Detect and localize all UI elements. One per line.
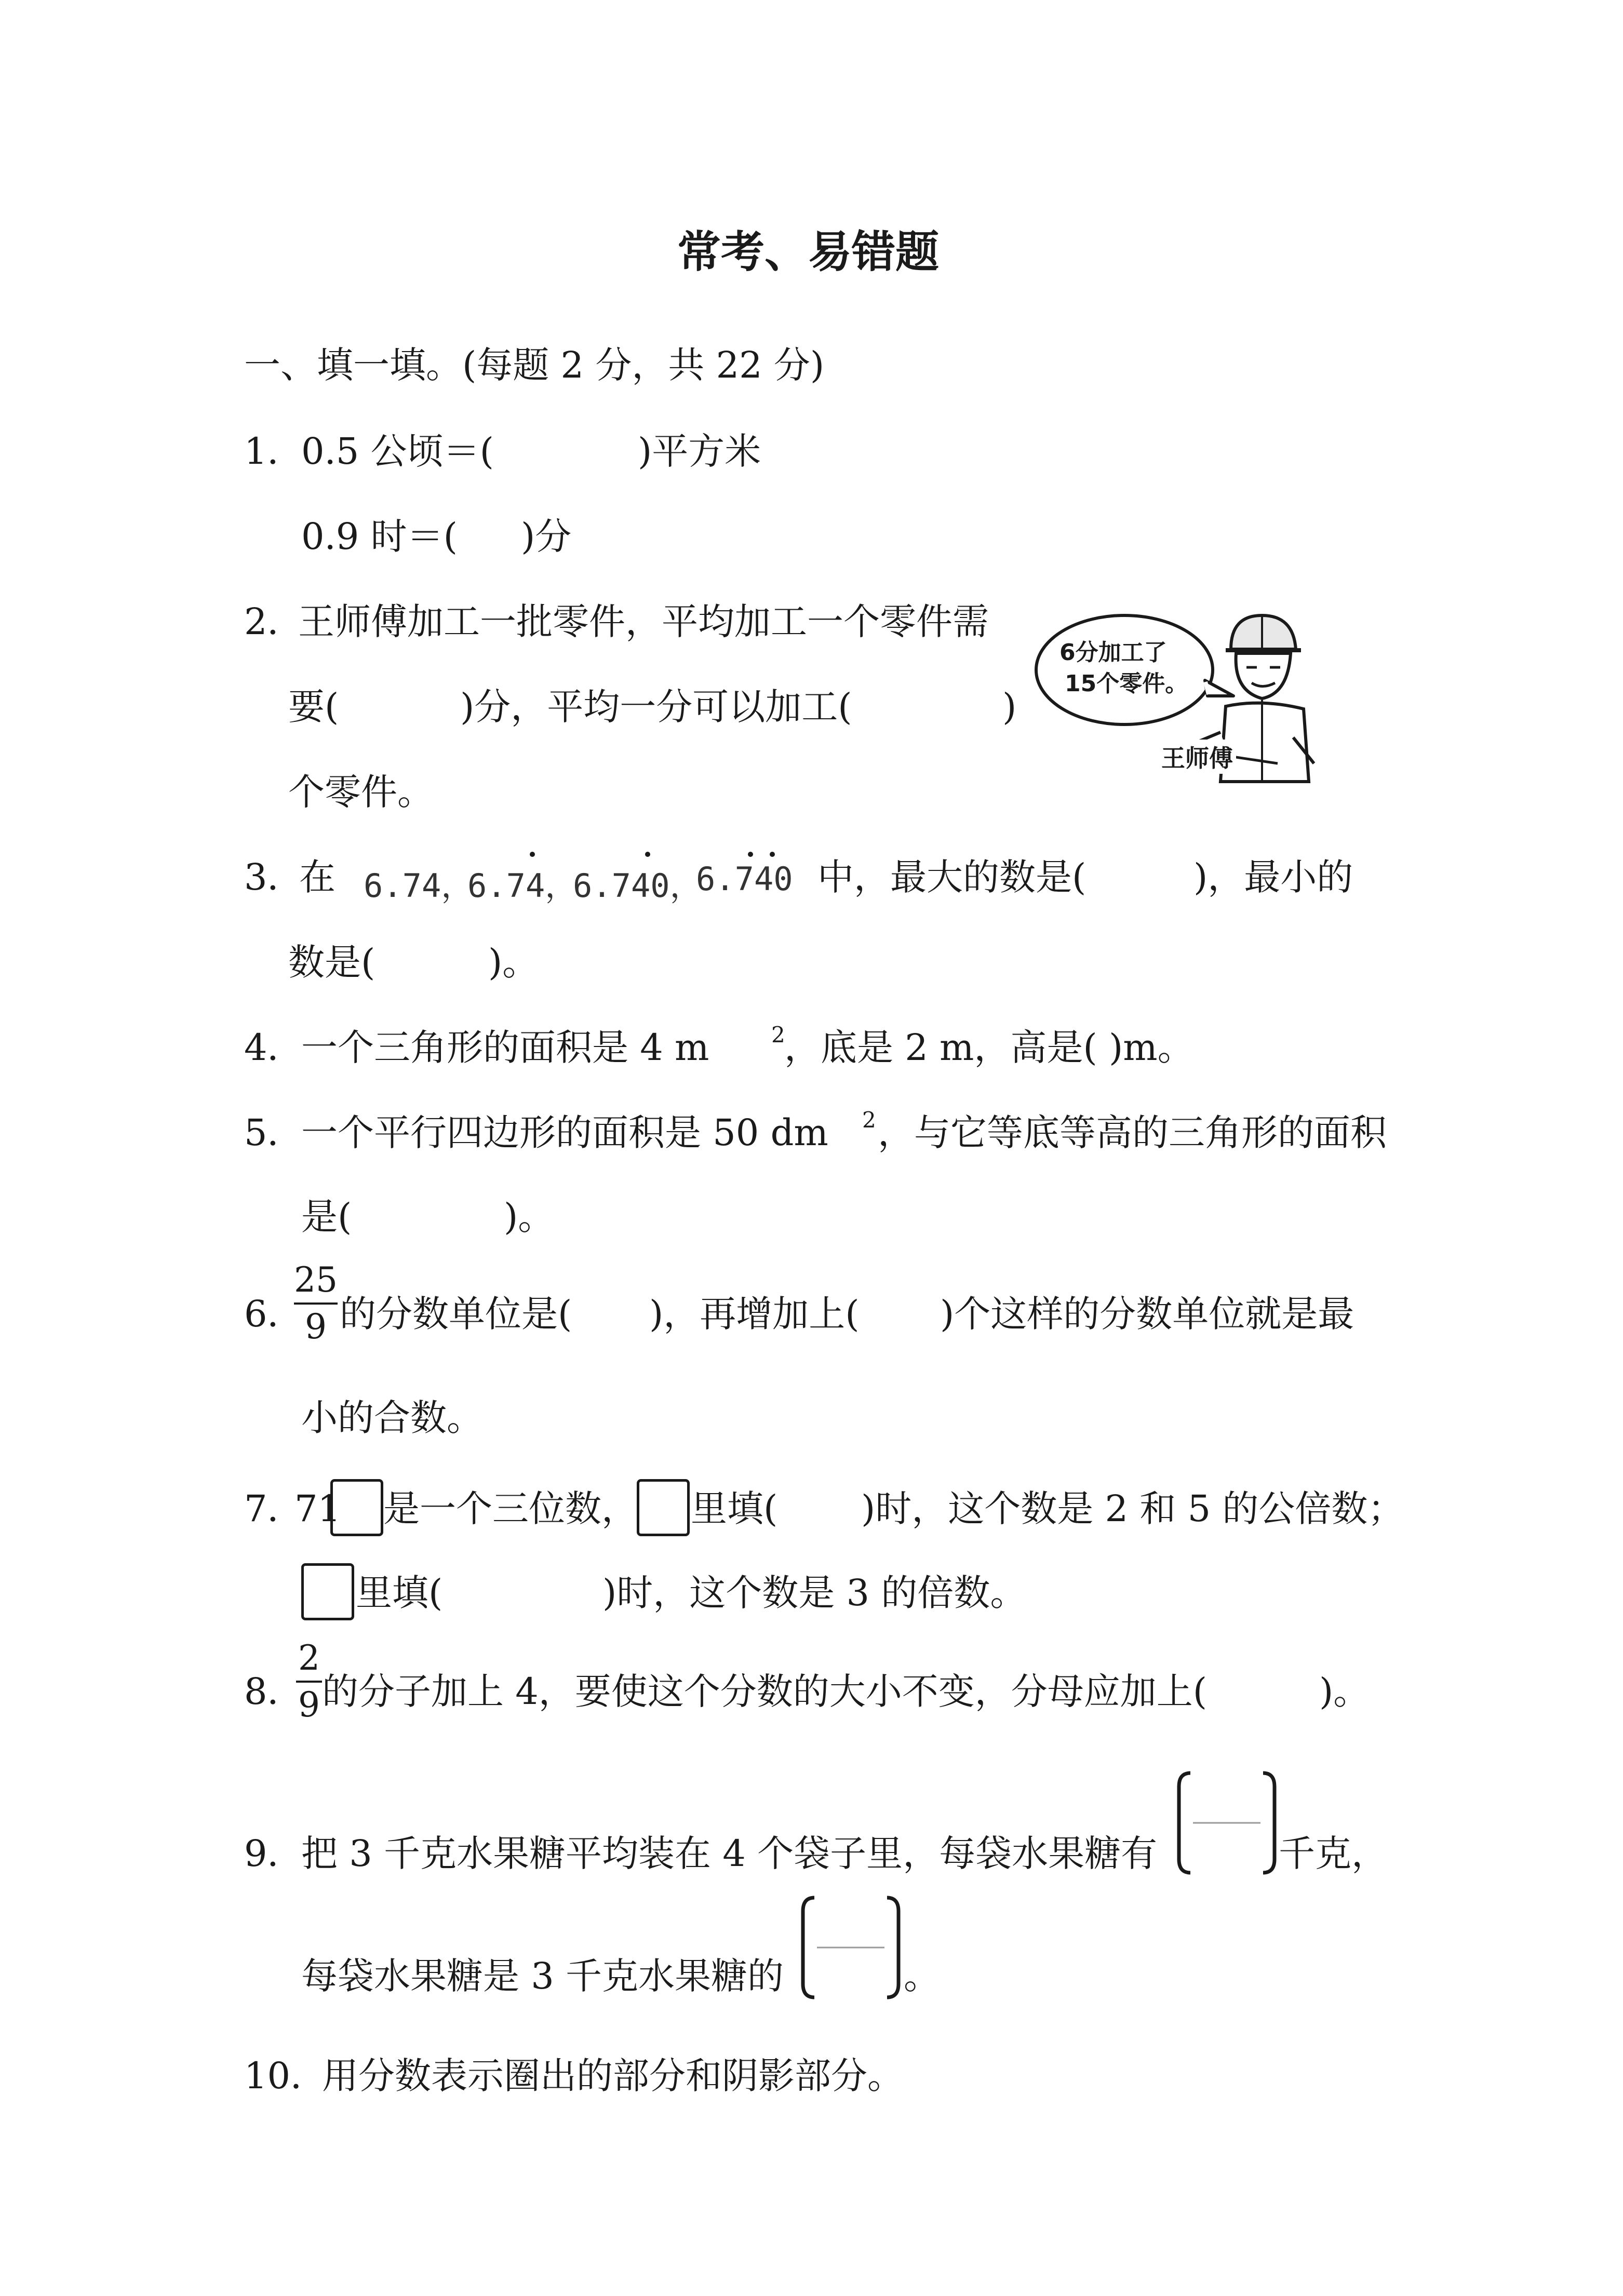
q9-line2-b: 。 bbox=[904, 1955, 940, 1997]
q3-number-2: 6.74， bbox=[467, 867, 578, 905]
question-number: 4． bbox=[244, 1026, 304, 1069]
q1-line2-unit: )分 bbox=[521, 515, 572, 558]
q6-text-a: 的分数单位是( bbox=[340, 1293, 572, 1335]
q5-line2-a: 是( bbox=[301, 1196, 352, 1238]
q7-prefix: 71 bbox=[294, 1487, 341, 1530]
q7-text-c: )时，这个数是 2 和 5 的公倍数； bbox=[861, 1487, 1404, 1530]
bubble-text-1: 6分加工了 bbox=[1059, 639, 1167, 666]
q4-superscript: 2 bbox=[771, 1022, 785, 1048]
question-number: 9． bbox=[244, 1832, 304, 1875]
q6-line2: 小的合数。 bbox=[301, 1397, 483, 1439]
q3-number-3: 6.740， bbox=[573, 867, 702, 905]
fraction-denominator: 9 bbox=[298, 1685, 320, 1725]
fraction-numerator: 2 bbox=[298, 1638, 320, 1678]
q3-line2-b: )。 bbox=[488, 941, 539, 984]
question-number: 7． bbox=[244, 1487, 304, 1530]
q7-text-a: 是一个三位数， bbox=[383, 1487, 638, 1530]
digit-box[interactable] bbox=[301, 1563, 354, 1620]
q1-line1-unit: )平方米 bbox=[638, 430, 761, 473]
q5-superscript: 2 bbox=[862, 1107, 876, 1133]
question-number: 6． bbox=[244, 1293, 304, 1335]
q4-text-b: ，底是 2 m，高是( bbox=[784, 1026, 1097, 1069]
question-number: 3． bbox=[244, 856, 304, 898]
bubble-text-2: 15个零件。 bbox=[1065, 670, 1188, 697]
q3-text-c: )，最小的 bbox=[1193, 856, 1353, 898]
fraction-answer-blank[interactable] bbox=[1175, 1771, 1279, 1875]
fraction-2-9 bbox=[296, 1638, 322, 1725]
q9-line2-a: 每袋水果糖是 3 千克水果糖的 bbox=[301, 1955, 784, 1997]
q2-line2-b: )分，平均一分可以加工( bbox=[460, 686, 852, 728]
hard-hat-icon bbox=[1231, 615, 1296, 649]
q2-line3: 个零件。 bbox=[288, 771, 434, 813]
q3-number-4: 6.740 bbox=[696, 860, 793, 898]
fraction-answer-blank[interactable] bbox=[799, 1896, 903, 1999]
q7-line2-b: )时，这个数是 3 的倍数。 bbox=[602, 1572, 1027, 1614]
q1-line2-text: 0.9 时＝( bbox=[301, 515, 458, 558]
q1-line1-text: 0.5 公顷＝( bbox=[301, 430, 494, 473]
question-number: 8． bbox=[244, 1670, 304, 1713]
fraction-numerator: 25 bbox=[294, 1260, 338, 1300]
q4-text-c: )m。 bbox=[1109, 1026, 1194, 1069]
worker-face bbox=[1236, 653, 1291, 699]
q9-text-b: 千克， bbox=[1279, 1832, 1388, 1875]
q3-text-a: 在 bbox=[299, 856, 336, 898]
q2-line2-a: 要( bbox=[288, 686, 339, 728]
q8-text-b: )。 bbox=[1319, 1670, 1370, 1713]
q5-text-a: 一个平行四边形的面积是 50 dm bbox=[301, 1111, 828, 1154]
digit-box[interactable] bbox=[330, 1479, 383, 1536]
repeat-dot bbox=[770, 852, 775, 857]
q10-text: 用分数表示圈出的部分和阴影部分。 bbox=[322, 2055, 904, 2097]
q5-line2-b: )。 bbox=[504, 1196, 555, 1238]
q8-text-a: 的分子加上 4，要使这个分数的大小不变，分母应加上( bbox=[322, 1670, 1208, 1713]
question-number: 1． bbox=[244, 430, 304, 473]
q3-text-b: 中，最大的数是( bbox=[817, 856, 1087, 898]
q7-line2-a: 里填( bbox=[356, 1572, 443, 1614]
digit-box[interactable] bbox=[637, 1479, 690, 1536]
repeat-dot bbox=[530, 852, 535, 857]
fraction-25-9 bbox=[294, 1260, 338, 1347]
question-number: 2． bbox=[244, 600, 304, 643]
worker-caption: 王师傅 bbox=[1158, 740, 1236, 774]
repeat-dot bbox=[748, 852, 753, 857]
q7-text-b: 里填( bbox=[691, 1487, 778, 1530]
q2-line2-c: ) bbox=[1002, 686, 1017, 728]
fraction-denominator: 9 bbox=[305, 1307, 327, 1347]
q3-line2-a: 数是( bbox=[288, 941, 375, 984]
q9-text-a: 把 3 千克水果糖平均装在 4 个袋子里，每袋水果糖有 bbox=[301, 1832, 1158, 1875]
section-heading: 一、填一填。(每题 2 分，共 22 分) bbox=[244, 344, 825, 386]
q6-text-c: )个这样的分数单位就是最 bbox=[940, 1293, 1354, 1335]
q3-number-1: 6.74， bbox=[364, 867, 474, 905]
question-number: 5． bbox=[244, 1111, 304, 1154]
page-title: 常考、易错题 bbox=[677, 226, 940, 277]
question-number: 10． bbox=[244, 2055, 327, 2097]
q6-text-b: )，再增加上( bbox=[649, 1293, 860, 1335]
q5-text-b: ，与它等底等高的三角形的面积 bbox=[878, 1111, 1387, 1154]
q2-line1: 王师傅加工一批零件，平均加工一个零件需 bbox=[298, 600, 989, 643]
repeat-dot bbox=[645, 852, 650, 857]
q4-text-a: 一个三角形的面积是 4 m bbox=[301, 1026, 709, 1069]
